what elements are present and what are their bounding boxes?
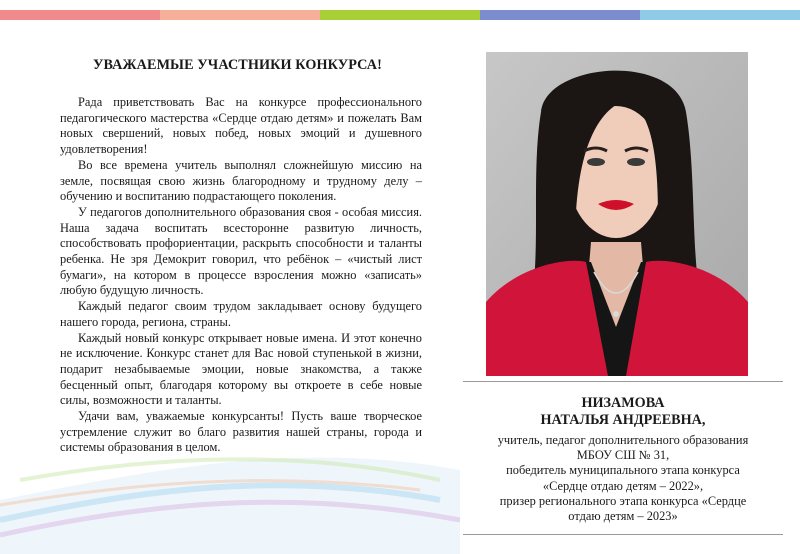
person-given-names: НАТАЛЬЯ АНДРЕЕВНА, [540, 412, 706, 428]
welcome-letter [60, 95, 422, 456]
letter-paragraph: Каждый педагог своим трудом закладывает основу будущего нашего города, региона, страны. [60, 299, 422, 329]
letter-paragraph: Рада приветствовать Вас на конкурсе профессионального педагогического мастерства «Сердце отдаю детям» и пожелать Вам новых свершений, новых побед, новых эмоций и душевного удовлетворения! [60, 95, 422, 157]
person-detail-line: отдаю детям – 2023» [568, 509, 678, 524]
person-detail-line: МБОУ СШ № 31, [576, 448, 670, 463]
stripe-segment [640, 10, 800, 20]
person-detail-line: «Сердце отдаю детям – 2022», [542, 478, 704, 493]
person-detail-line: призер регионального этапа конкурса «Сердце [499, 493, 747, 508]
separator-bottom [463, 534, 783, 535]
color-stripe-bar [0, 10, 800, 20]
letter-paragraph: Каждый новый конкурс открывает новые имена. И этот конечно не исключение. Конкурс станет для Вас новой ступенькой в жизни, подарит незабываемые эмоции, новые знакомства, а также бесценный опыт, благодаря которому вы откроете в себе новые силы, возможности и таланты. [60, 330, 422, 408]
letter-paragraph: У педагогов дополнительного образования своя - особая миссия. Наша задача воспитать всесторонне развитую личность, способствовать профориентации, раскрыть способности и таланты ребенка. Не зря Демокрит говорил, что ребёнок – «чистый лист бумаги», на котором в процессе взросления можно «записать» любую будущую личность. [60, 204, 422, 298]
portrait-photo [486, 52, 748, 376]
stripe-segment [160, 10, 320, 20]
stripe-segment [320, 10, 480, 20]
person-surname: НИЗАМОВА [581, 395, 665, 411]
stripe-segment [480, 10, 640, 20]
person-detail-line: учитель, педагог дополнительного образования [497, 433, 749, 447]
person-detail-line: победитель муниципального этапа конкурса [506, 463, 740, 478]
separator-top [463, 381, 783, 382]
letter-paragraph: Во все времена учитель выполнял сложнейшую миссию на земле, посвящая свою жизнь благородному и трудному делу – обучению и воспитанию подрастающего поколения. [60, 157, 422, 204]
person-details [463, 433, 783, 524]
stripe-segment [0, 10, 160, 20]
person-name [463, 395, 783, 429]
letter-paragraph: Удачи вам, уважаемые конкурсанты! Пусть ваше творческое устремление служит во благо развития нашей страны, города и системы образования в целом. [60, 409, 422, 455]
page-heading: УВАЖАЕМЫЕ УЧАСТНИКИ КОНКУРСА! [93, 57, 382, 73]
